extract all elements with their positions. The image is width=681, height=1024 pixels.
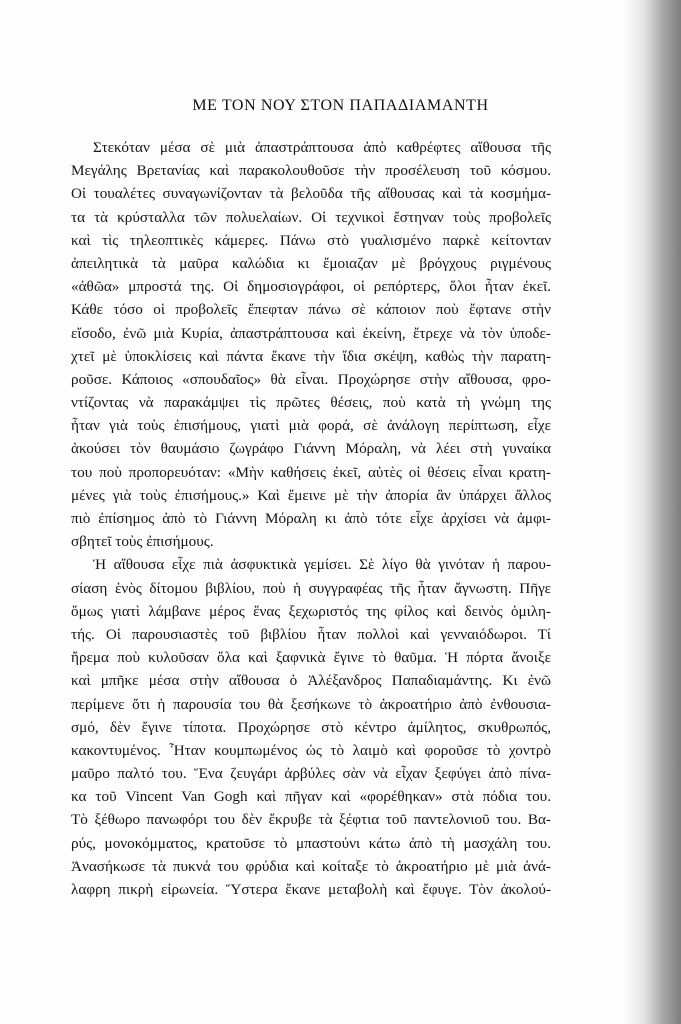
page-gutter-shadow [623,0,681,1024]
text-line: καὶ τὶς τηλεοπτικὲς κάμερες. Πάνω στὸ γυαλισμένο παρκὲ κείτονταν [71,231,551,249]
text-line: καὶ μπῆκε μέσα στὴν αἴθουσα ὁ Ἀλέξανδρος Παπαδιαμάντης. Κι ἐνῶ [71,672,551,690]
text-line: ὅμως γιατὶ λάμβανε μέρος ἕνας ξεχωριστός της φίλος καὶ δεινὸς ὁμιλη- [71,602,551,620]
text-line: Τὸ ξέθωρο πανωφόρι του δὲν ἔκρυβε τὰ ξέφτια τοῦ παντελονιοῦ του. Βα- [71,811,551,829]
text-line: Μεγάλης Βρετανίας καὶ παρακολουθοῦσε τὴν προσέλευση τοῦ κόσμου. [71,162,551,180]
text-line: ἀπειλητικὰ τὰ μαῦρα καλώδια κι ἔμοιαζαν μὲ βρόγχους ριγμένους [71,254,551,272]
text-line: «ἀθῶα» μπροστά της. Οἱ δημοσιογράφοι, οἱ ρεπόρτερς, ὅλοι ἦταν ἐκεῖ. [71,278,551,296]
text-line: τής. Οἱ παρουσιαστὲς τοῦ βιβλίου ἦταν πολλοὶ καὶ γενναιόδωροι. Τί [71,625,551,643]
text-line: σμό, δὲν ἔγινε τίποτα. Προχώρησε στὸ κέντρο ἀμίλητος, σκυθρωπός, [71,718,551,736]
text-line: ροῦσε. Κάποιος «σπουδαῖος» θὰ εἶναι. Προχώρησε στὴν αἴθουσα, φρο- [71,370,551,388]
text-line: Ἀνασήκωσε τὰ πυκνά του φρύδια καὶ κοίταξε τὸ ἀκροατήριο μὲ μιὰ ἀνά- [71,857,551,875]
text-line: λαφρη πικρὴ εἰρωνεία. Ὕστερα ἔκανε μεταβολὴ καὶ ἔφυγε. Τὸν ἀκολού- [71,881,551,898]
text-line: τα τὰ κρύσταλλα τῶν πολυελαίων. Οἱ τεχνικοὶ ἔστηναν τοὺς προβολεῖς [71,208,551,226]
text-line: πιὸ ἐπίσημος ἀπὸ τὸ Γιάννη Μόραλη κι ἀπὸ τότε εἶχε ἀρχίσει νὰ ἀμφι- [71,510,551,527]
text-line: σίαση ἑνὸς δίτομου βιβλίου, ποὺ ἡ συγγραφέας τῆς ἦταν ἄγνωστη. Πῆγε [71,579,551,597]
text-line: ρύς, μονοκόμματος, κρατοῦσε τὸ μπαστούνι κάτω ἀπὸ τὴ μασχάλη του. [71,834,551,852]
text-line: Ἡ αἴθουσα εἶχε πιὰ ἀσφυκτικὰ γεμίσει. Σὲ λίγο θὰ γινόταν ἡ παρου- [93,556,551,574]
paragraph-2 [71,553,551,901]
body-text [71,136,551,901]
text-line: κακοντυμένος. Ἦταν κουμπωμένος ὡς τὸ λαιμὸ καὶ φοροῦσε τὸ χοντρὸ [71,741,551,759]
text-line: κα τοῦ Vincent Van Gogh καὶ πῆγαν καὶ «φορέθηκαν» στὰ πόδια του. [71,788,551,806]
paragraph-1 [71,136,551,553]
text-line: ἤρεμα ποὺ κυλοῦσαν ὅλα καὶ ξαφνικὰ ἔγινε τὸ θαῦμα. Ἡ πόρτα ἄνοιξε [71,649,551,667]
text-line: περίμενε ὅτι ἡ παρουσία του θὰ ξεσήκωνε τὸ ἀκροατήριο ἀπὸ ἐνθουσια- [71,695,551,713]
text-line: σβητεῖ τοὺς ἐπισήμους. [71,533,214,551]
text-line: ἀκούσει τὸν θαυμάσιο ζωγράφο Γιάννη Μόραλη, νὰ λέει στὴ γυναίκα [71,440,551,458]
text-line: ντίζοντας νὰ παρακάμψει τὶς πρῶτες θέσεις, ποὺ κατὰ τὴ γνώμη της [71,394,551,412]
text-line: μαῦρο παλτό του. Ἕνα ζευγάρι ἀρβύλες σὰν νὰ εἶχαν ξεφύγει ἀπὸ πίνα- [71,765,551,783]
text-line: Κάθε τόσο οἱ προβολεῖς ἔπεφταν πάνω σὲ κάποιον ποὺ ἔφτανε στὴν [71,301,551,319]
text-line: μένες γιὰ τοὺς ἐπισήμους.» Καὶ ἔμεινε μὲ τὴν ἀπορία ἂν ὑπάρχει ἄλλος [71,486,551,504]
text-line: ἦταν γιὰ τοὺς ἐπισήμους, γιατὶ μιὰ φορά, σὲ ἀνάλογη περίπτωση, εἶχε [71,417,551,435]
text-line: χτεῖ μὲ ὑποκλίσεις καὶ πάντα ἔκανε τὴν ἴδια σκέψη, καθὼς τὴν παρατη- [71,347,551,365]
text-line: Στεκόταν μέσα σὲ μιὰ ἀπαστράπτουσα ἀπὸ καθρέφτες αἴθουσα τῆς [93,139,551,156]
text-line: Οἱ τουαλέτες συναγωνίζονταν τὰ βελοῦδα τῆς αἴθουσας καὶ τὰ κοσμήμα- [71,185,551,203]
text-line: του ποὺ προπορευόταν: «Μὴν καθήσεις ἐκεῖ, αὐτὲς οἱ θέσεις εἶναι κρατη- [71,463,551,481]
page-title: ΜΕ ΤΟΝ ΝΟΥ ΣΤΟΝ ΠΑΠΑΔΙΑΜΑΝΤΗ [192,97,489,114]
text-line: εἴσοδο, ἐνῶ μιὰ Κυρία, ἀπαστράπτουσα καὶ ἐκείνη, ἔτρεχε νὰ τὸν ὑποδε- [71,324,551,342]
